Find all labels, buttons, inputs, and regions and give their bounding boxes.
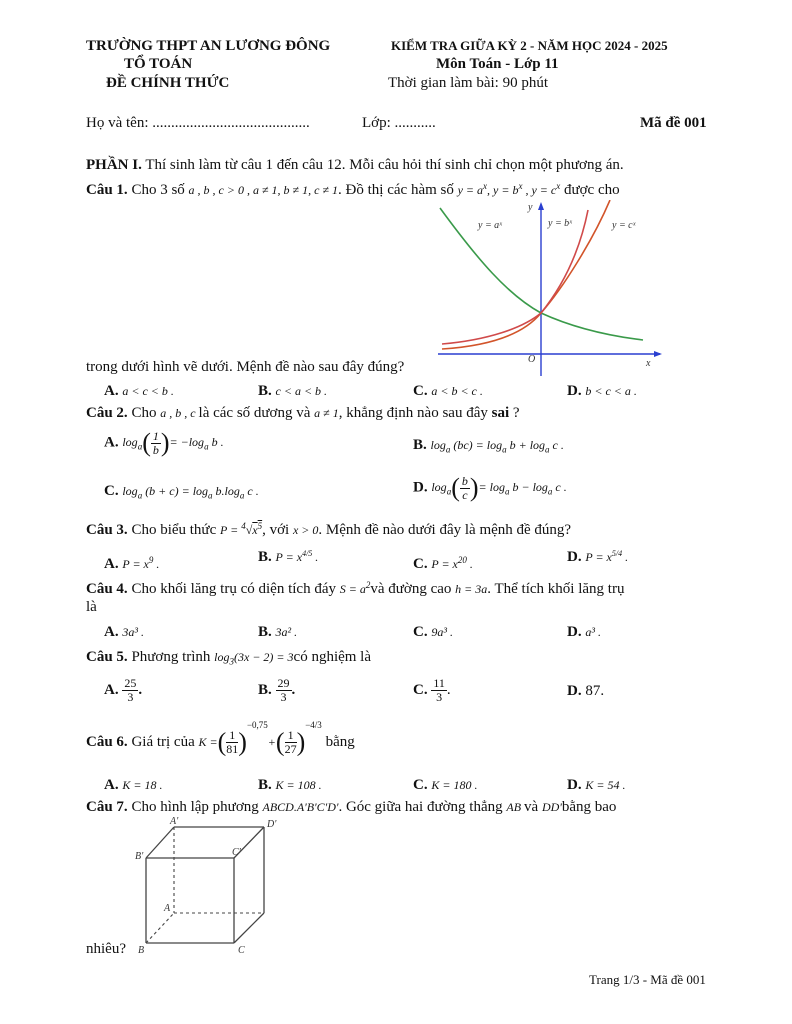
q2-option-b[interactable]: B. $\log_a (bc) = \log_a b + \log_a c$ . [413, 437, 564, 455]
q2-option-c[interactable]: C. $\log_a (b + c) = \log_a b.\log_a$ c . [104, 483, 259, 501]
class-field: Lớp: ........... [362, 115, 436, 131]
q7-stem [86, 799, 616, 816]
option-letter: D. [567, 383, 582, 399]
curve-c-x [442, 210, 588, 344]
q2-label: Câu 2. [86, 405, 128, 421]
q6-stem: Câu 6. Giá trị của K =( $\frac{1}{81}$ )$^{-0,75}$+( $\frac{1}{27}$ )$^{-4/3}$ bằng [86, 720, 355, 757]
axis-y-label: y [528, 202, 533, 213]
q1-text-b: . Đồ thị các hàm số [338, 182, 458, 198]
label-b: B [138, 945, 145, 956]
name-field: Họ và tên: .......................................... [86, 115, 310, 131]
label-bp: B' [135, 851, 144, 862]
option-value: K = 18 . [122, 778, 163, 792]
option-value: 3a² . [275, 625, 298, 639]
subject: Môn Toán - Lớp 11 [436, 56, 559, 72]
q5-text-a: Phương trình [127, 649, 215, 665]
option-letter: B. [413, 437, 427, 453]
q4-math-h: h = 3a [455, 582, 488, 596]
option-letter: D. [567, 624, 582, 640]
q6-option-b[interactable] [258, 777, 322, 794]
label-a-x: y = aˣ [478, 220, 503, 231]
option-letter: C. [413, 624, 428, 640]
q3-stem [86, 521, 571, 539]
q2-stem [86, 405, 520, 422]
label-c: C [238, 945, 245, 956]
q4-label: Câu 4. [86, 581, 128, 597]
option-letter: B. [258, 549, 272, 565]
label-a: A [164, 903, 171, 914]
option-letter: B. [258, 777, 272, 793]
q1-text-c: được cho [560, 182, 620, 198]
option-letter: D. [567, 777, 582, 793]
q3-math-p: $P = ^4√x^5$ [219, 521, 263, 537]
q4-option-c[interactable] [413, 624, 453, 641]
q1-option-b[interactable] [258, 383, 327, 400]
label-c-x: y = cˣ [612, 220, 636, 231]
option-letter: B. [258, 624, 272, 640]
exponential-graph [438, 200, 668, 376]
option-value: a < b < c . [431, 384, 483, 398]
q4-math-s: $S = a^2$ [339, 580, 371, 596]
q1-option-a[interactable] [104, 383, 174, 400]
q5-label: Câu 5. [86, 649, 128, 665]
option-letter: A. [104, 681, 119, 698]
part1-instructions: Thí sinh làm từ câu 1 đến câu 12. Mỗi câu hỏi thí sinh chỉ chọn một phương án. [141, 157, 624, 173]
edge-bp-ap [146, 827, 174, 858]
q1-text: Cho 3 số [127, 182, 189, 198]
q2-option-a[interactable]: A. $\log_a$( $\frac{1}{b}$ )= $-\log_a$ b . [104, 428, 224, 457]
q3-math-cond: x > 0 [292, 523, 319, 537]
time-limit: Thời gian làm bài: 90 phút [388, 75, 548, 91]
q1-label: Câu 1. [86, 182, 128, 198]
axis-x-label: x [646, 358, 651, 369]
q4-text-end: là [86, 599, 97, 615]
option-letter: C. [413, 556, 428, 572]
option-letter: D. [567, 549, 582, 565]
q2-text-c: , khẳng định nào sau đây [338, 405, 492, 421]
page-footer: Trang 1/3 - Mã đề 001 [589, 972, 706, 987]
q3-text-a: Cho biểu thức [127, 522, 220, 538]
option-letter: D. [567, 683, 582, 699]
q3-text-c: . Mệnh đề nào dưới đây là mệnh đề đúng? [318, 522, 572, 538]
option-letter: B. [258, 383, 272, 399]
option-letter: C. [413, 681, 428, 698]
option-value: a < c < b . [122, 384, 174, 398]
option-letter: C. [104, 483, 119, 499]
option-letter: A. [104, 383, 119, 399]
exam-title: KIỂM TRA GIỮA KỲ 2 - NĂM HỌC 2024 - 2025 [391, 38, 668, 53]
q1-option-c[interactable] [413, 383, 483, 400]
q7-text-b: . Góc giữa hai đường thẳng [338, 799, 507, 815]
q7-text-end: nhiêu? [86, 941, 126, 957]
q5-stem [86, 649, 371, 666]
q3-option-c[interactable]: C. $P = x^{20}$ . [413, 555, 473, 572]
q2-text-a: Cho [127, 405, 161, 421]
option-letter: C. [413, 777, 428, 793]
q3-option-a[interactable]: A. $P = x^9$ . [104, 555, 160, 572]
q1-math-vars: a , b , c > 0 , a ≠ 1, b ≠ 1, c ≠ 1 [188, 183, 339, 197]
q3-option-d[interactable]: D. $P = x^{5/4}$ . [567, 549, 629, 565]
q1-option-d[interactable] [567, 383, 637, 400]
q1-question: trong dưới hình vẽ dưới. Mệnh đề nào sau đây đúng? [86, 359, 405, 375]
department: TỔ TOÁN [124, 56, 193, 72]
x-axis-arrow-icon [654, 351, 662, 357]
q7-math-ab: AB [506, 800, 525, 814]
y-axis-arrow-icon [538, 202, 544, 210]
q2-text-d: ? [509, 405, 520, 421]
q2-math-cond: a ≠ 1 [314, 406, 339, 420]
option-value: K = 180 . [431, 778, 478, 792]
option-letter: A. [104, 777, 119, 793]
q6-option-d[interactable] [567, 777, 625, 794]
q5-option-a[interactable]: A. $\frac{25}{3}$ . [104, 676, 143, 704]
official-label: ĐỀ CHÍNH THỨC [106, 75, 230, 91]
q4-text-a: Cho khối lăng trụ có diện tích đáy [127, 581, 340, 597]
q5-text-b: có nghiệm là [293, 649, 372, 665]
q2-text-b: là các số dương và [198, 405, 315, 421]
q5-math-eq: $\log_3(3x - 2) = 3$ [214, 650, 294, 667]
option-letter: D. [413, 479, 428, 496]
q1-math-funcs: $y = a^x$, $y = b^x$ , $y = c^x$ [457, 181, 561, 197]
option-value: b < c < a . [585, 384, 637, 398]
option-value: c < a < b . [275, 384, 328, 398]
q7-math-dd: DD' [541, 800, 562, 814]
q4-text-b: và đường cao [370, 581, 456, 597]
option-value: 9a³ . [431, 625, 453, 639]
option-letter: A. [104, 434, 119, 451]
option-letter: C. [413, 383, 428, 399]
q3-label: Câu 3. [86, 522, 128, 538]
q4-text-c: . Thể tích khối lăng trụ [487, 581, 625, 597]
q7-math-cube: ABCD.A'B'C'D' [262, 800, 339, 814]
q5-option-d[interactable] [567, 683, 604, 700]
q4-option-b[interactable] [258, 624, 297, 641]
exam-code: Mã đề 001 [640, 115, 707, 131]
q5-option-c[interactable]: C. $\frac{11}{3}$ . [413, 676, 451, 704]
q3-text-b: , với [262, 522, 293, 538]
edge-c-d [234, 913, 264, 943]
q7-text-a: Cho hình lập phương [127, 799, 263, 815]
q1-stem [86, 181, 620, 199]
option-value: 3a³ . [122, 625, 144, 639]
q6-text-b: bằng [321, 734, 355, 750]
q7-label: Câu 7. [86, 799, 128, 815]
label-ap: A' [170, 816, 179, 827]
option-value: a³ . [585, 625, 601, 639]
label-b-x: y = bˣ [548, 218, 573, 229]
part1-heading [86, 157, 624, 174]
option-letter: A. [104, 624, 119, 640]
part1-label: PHẦN I. [86, 157, 142, 173]
cube-diagram [132, 815, 292, 960]
school-name: TRƯỜNG THPT AN LƯƠNG ĐÔNG [86, 38, 331, 54]
q4-option-d[interactable] [567, 624, 601, 641]
origin-label: O [528, 354, 536, 365]
q4-option-a[interactable] [104, 624, 144, 641]
q6-math-k: K = [198, 735, 218, 749]
q2-text-bold: sai [491, 405, 510, 421]
q7-text-c: và [524, 799, 542, 815]
option-value: 87. [585, 683, 605, 699]
label-dp: D' [267, 819, 277, 830]
label-cp: C' [232, 847, 241, 858]
q2-option-d[interactable]: D. $\log_a$( $\frac{b}{c}$ )= $\log_a b - \log_a c$ . [413, 473, 567, 502]
q5-option-b[interactable]: B. $\frac{29}{3}$ . [258, 676, 296, 704]
q6-label: Câu 6. [86, 734, 128, 750]
q6-option-a[interactable] [104, 777, 162, 794]
q6-text-a: Giá trị của [127, 734, 199, 750]
q4-stem [86, 580, 624, 598]
option-letter: A. [104, 556, 119, 572]
q2-math-vars: a , b , c [160, 406, 199, 420]
option-value: K = 54 . [585, 778, 626, 792]
q6-option-c[interactable] [413, 777, 477, 794]
option-letter: B. [258, 681, 272, 698]
q7-text-d: bằng bao [561, 799, 617, 815]
option-value: K = 108 . [275, 778, 322, 792]
edge-b-a [146, 913, 174, 943]
q3-option-b[interactable]: B. $P = x^{4/5}$ . [258, 549, 319, 565]
